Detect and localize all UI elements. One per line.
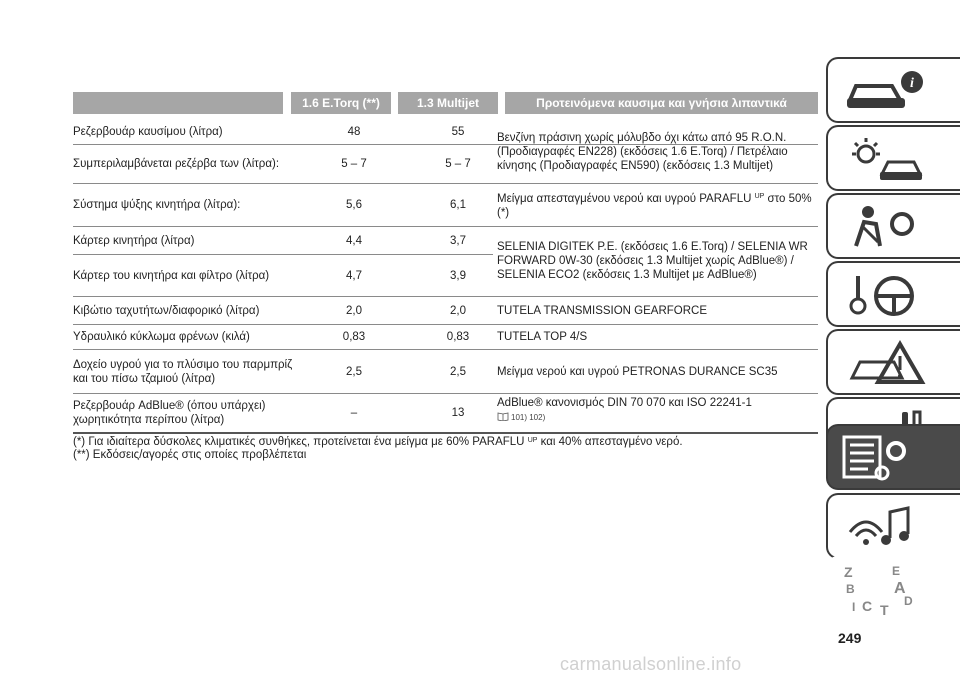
- tab-alphabetical-index[interactable]: [826, 556, 960, 616]
- row-value-multijet: 6,1: [450, 199, 466, 211]
- index-letter: E: [892, 564, 901, 578]
- row-value-etorq: 2,5: [346, 365, 362, 378]
- row-label: Υδραυλικό κύκλωμα φρένων (κιλά): [73, 331, 250, 343]
- fuel-spec-transmission: TUTELA TRANSMISSION GEARFORCE: [497, 304, 708, 317]
- footnote-up-sup: UP: [527, 437, 538, 444]
- fuel-spec-engine-oil: SELENIA DIGITEK P.E. (εκδόσεις 1.6 E.Torq) / SELENIA WR FORWARD 0W-30 (εκδόσεις 1.3 Multijet χωρίς AdBlue®) / SELENIA ECO2 (εκδόσεις 1.3 Multijet με AdBlue®): [497, 241, 808, 281]
- adblue-text: AdBlue® κανονισμός DIN 70 070 και ISO 22241-1: [497, 397, 752, 409]
- row-value-multijet: 13: [451, 407, 465, 419]
- row-label: Κάρτερ του κινητήρα και φίλτρο (λίτρα): [73, 269, 270, 282]
- footnote-2: (**) Εκδόσεις/αγορές στις οποίες προβλέπεται: [73, 449, 307, 461]
- table-row: [73, 227, 493, 255]
- row-value-multijet: 2,5: [450, 365, 466, 378]
- adblue-ref-text: 101) 102): [511, 413, 546, 422]
- row-label: Κιβώτιο ταχυτήτων/διαφορικό (λίτρα): [73, 304, 260, 317]
- adblue-ref: [497, 411, 821, 425]
- header-blank: [73, 92, 283, 114]
- row-value-multijet: 5 – 7: [445, 158, 471, 170]
- tab-warning-triangle[interactable]: [826, 329, 960, 395]
- tab-multimedia-music[interactable]: [826, 493, 960, 559]
- airbag-safety-icon: [842, 202, 942, 252]
- row-value-etorq: 4,4: [346, 234, 362, 247]
- row-value-multijet: 3,7: [450, 234, 466, 247]
- index-letter: T: [880, 602, 889, 618]
- table-row: [73, 145, 493, 184]
- row-label: Ρεζερβουάρ καυσίμου (λίτρα): [73, 126, 223, 138]
- coolant-text-b: στο 50% (*): [497, 193, 812, 219]
- svg-text:i: i: [910, 76, 914, 91]
- index-letter: A: [894, 580, 906, 597]
- paraflu-up-sup: UP: [754, 193, 765, 200]
- row-label: Δοχείο υγρού για το πλύσιμο του παρμπρίζ και του πίσω τζαμιού (λίτρα): [73, 358, 293, 385]
- multimedia-music-icon: [842, 502, 942, 552]
- footnote-1: [73, 436, 683, 449]
- row-label: Κάρτερ κινητήρα (λίτρα): [73, 234, 195, 247]
- tab-airbag-safety[interactable]: [826, 193, 960, 259]
- row-label: Συμπεριλαμβάνεται ρεζέρβα των (λίτρα):: [73, 158, 280, 170]
- car-info-icon: [842, 66, 942, 116]
- row-value-etorq: 2,0: [346, 304, 362, 317]
- row-value-etorq: 48: [347, 126, 361, 138]
- fuel-spec-coolant: [497, 186, 821, 222]
- row-label: Σύστημα ψύξης κινητήρα (λίτρα):: [73, 199, 241, 211]
- row-value-etorq: 5 – 7: [341, 158, 367, 170]
- tab-steering-key[interactable]: [826, 261, 960, 327]
- header-col-fuels: Προτεινόμενα καυσιμα και γνήσια λιπαντικά: [505, 92, 818, 114]
- row-label: Ρεζερβουάρ AdBlue® (όπου υπάρχει) χωρητικότητα περίπου (λίτρα): [73, 400, 266, 426]
- fuel-divider: [493, 183, 818, 184]
- row-value-etorq: 5,6: [346, 199, 362, 211]
- row-value-etorq: 0,83: [342, 331, 366, 343]
- fuel-spec-washer: Μείγμα νερού και υγρού PETRONAS DURANCE SC35: [497, 365, 778, 378]
- fuel-divider: [493, 226, 818, 227]
- row-value-etorq: 4,7: [346, 269, 362, 282]
- fuel-spec-fuel: Βενζίνη πράσινη χωρίς μόλυβδο όχι κάτω από 95 R.O.N. (Προδιαγραφές EN228) (εκδόσεις 1.6 E.Torq) / Πετρέλαιο κίνησης (Προδιαγραφές EN590) (εκδόσεις 1.3 Multijet): [497, 132, 788, 172]
- dashboard-lights-icon: [842, 134, 942, 184]
- footnote-1-text-b: και 40% απεσταγμένο νερό.: [540, 436, 683, 448]
- row-value-multijet: 3,9: [450, 269, 466, 282]
- book-ref-icon: [497, 411, 509, 425]
- index-letter: D: [904, 594, 913, 608]
- tab-specs-gear[interactable]: [826, 424, 960, 490]
- fuel-spec-adblue: [497, 396, 821, 430]
- index-letter: C: [862, 598, 873, 614]
- alphabetical-index-icon: [840, 563, 940, 619]
- warning-triangle-icon: [842, 338, 942, 388]
- row-value-etorq: –: [350, 407, 358, 419]
- fuel-spec-brake-fluid: TUTELA TOP 4/S: [497, 331, 588, 343]
- index-letter: B: [846, 582, 855, 596]
- footnote-1-text-a: (*) Για ιδιαίτερα δύσκολες κλιματικές συνθήκες, προτείνεται ένα μείγμα με 60% PARAFLU: [73, 436, 525, 448]
- row-value-multijet: 2,0: [450, 304, 466, 317]
- watermark: carmanualsonline.info: [560, 654, 742, 674]
- header-col-1-3-multijet: 1.3 Multijet: [398, 92, 498, 114]
- coolant-text-a: Μείγμα απεσταγμένου νερού και υγρού PARAFLU: [497, 193, 752, 205]
- index-letter: I: [852, 600, 856, 614]
- page-number: 249: [838, 630, 862, 646]
- steering-key-icon: [842, 270, 942, 320]
- header-col-1-6-etorq: 1.6 E.Torq (**): [291, 92, 391, 114]
- tab-car-info[interactable]: [826, 57, 960, 123]
- tab-dashboard-lights[interactable]: [826, 125, 960, 191]
- row-value-multijet: 0,83: [446, 331, 470, 343]
- specs-gear-icon: [842, 433, 942, 483]
- row-value-multijet: 55: [451, 126, 465, 138]
- index-letter: Z: [844, 564, 853, 580]
